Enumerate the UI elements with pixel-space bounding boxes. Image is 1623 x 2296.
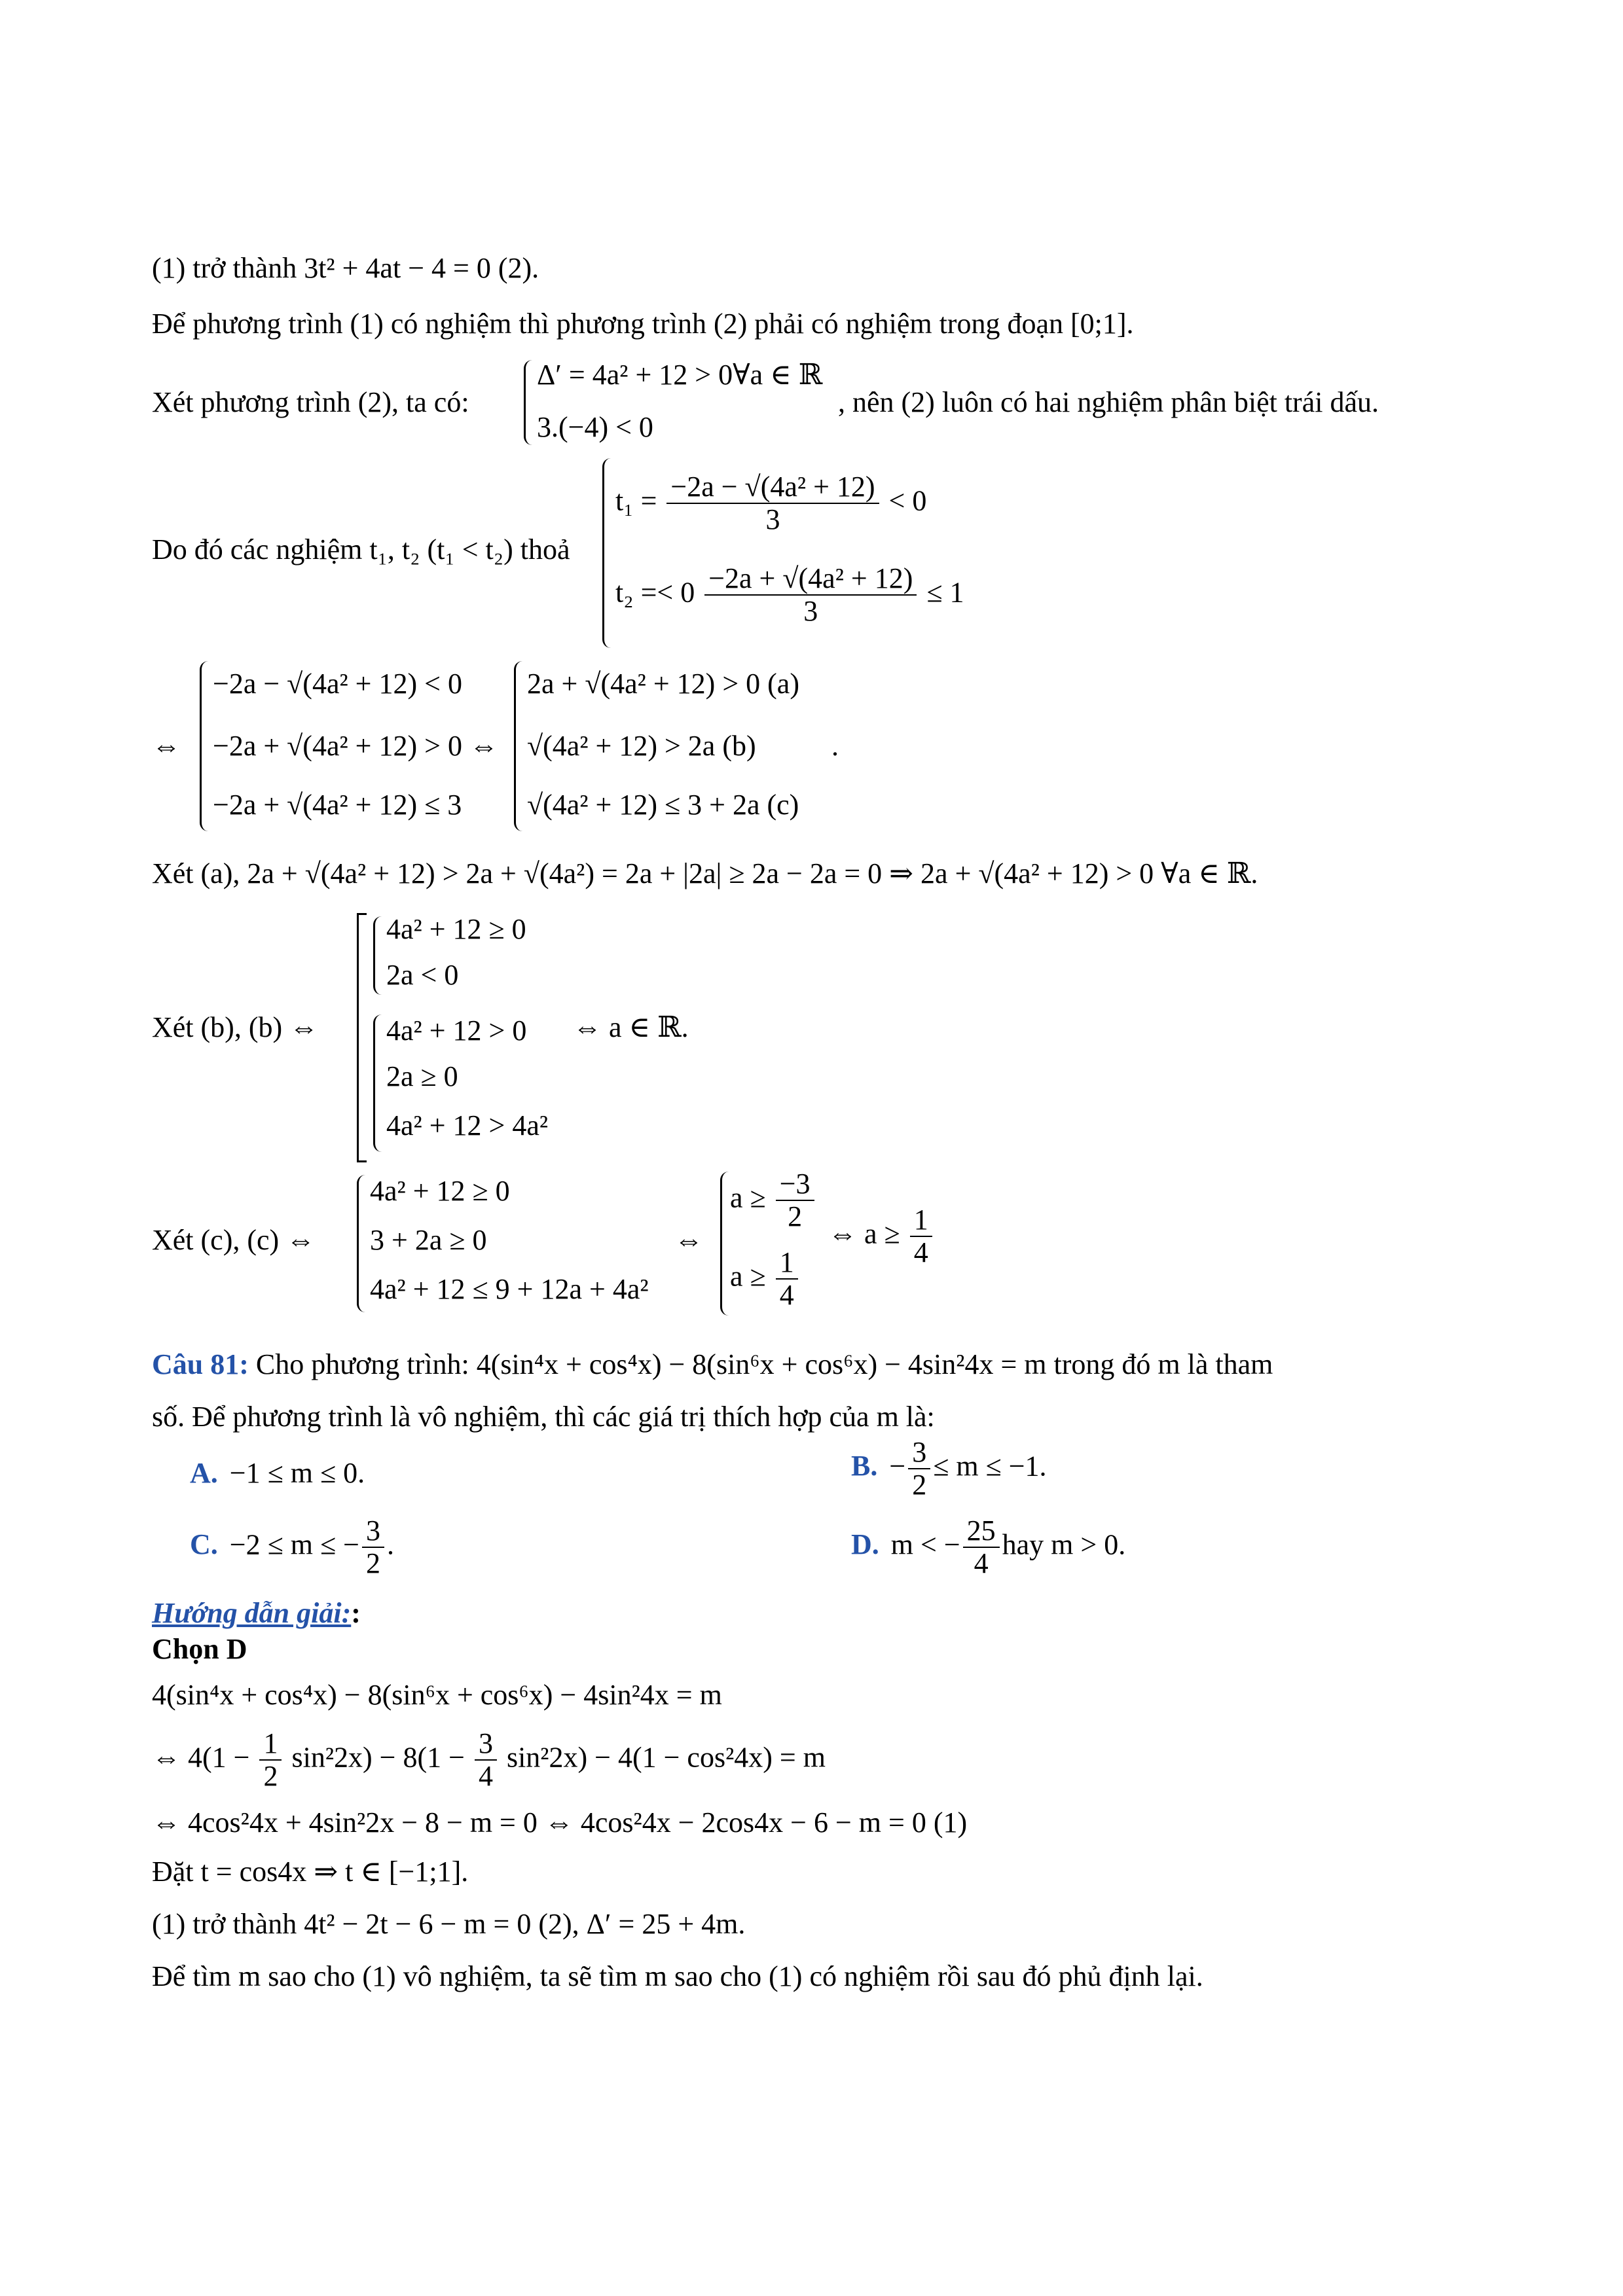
fraction	[963, 1515, 1000, 1580]
system-row: −2a + √(4a² + 12) > 0 ⇔	[213, 730, 498, 762]
inequality: < 0	[888, 484, 927, 517]
system-row	[615, 563, 964, 628]
denominator: 3	[765, 503, 780, 536]
line-consider-c: Xét (c), (c) ⇔	[152, 1224, 316, 1256]
solution-step: Để tìm m sao cho (1) vô nghiệm, ta sẽ tìm m sao cho (1) có nghiệm rồi sau đó phủ định lại.	[152, 1960, 1203, 1992]
question-number: Câu 81:	[152, 1348, 249, 1380]
equivalence-sign: ⇔	[674, 1224, 703, 1256]
numerator: −2a − √(4a² + 12)	[666, 471, 879, 504]
union-bracket	[357, 913, 367, 1162]
fraction	[666, 471, 879, 536]
ineq-left: ⇔ a ≥	[828, 1217, 900, 1250]
root-label: t₁ =	[615, 484, 657, 517]
line-conclusion: , nên (2) luôn có hai nghiệm phân biệt trái dấu.	[838, 386, 1379, 418]
option-label: A.	[190, 1457, 218, 1489]
colon: :	[351, 1597, 361, 1629]
system-row: 4a² + 12 ≥ 0	[386, 913, 526, 945]
numerator: 1	[776, 1247, 798, 1280]
system-row: Δ′ = 4a² + 12 > 0∀a ∈ ℝ	[537, 359, 823, 391]
question-text: Cho phương trình: 4(sin⁴x + cos⁴x) − 8(sin⁶x + cos⁶x) − 4sin²4x = m trong đó m là tham	[248, 1348, 1273, 1380]
fraction	[776, 1168, 814, 1233]
system-row: 2a < 0	[386, 959, 459, 991]
line-consider-a: Xét (a), 2a + √(4a² + 12) > 2a + √(4a²) = 2a + |2a| ≥ 2a − 2a = 0 ⇒ 2a + √(4a² + 12) > 0 ∀a ∈ ℝ.	[152, 857, 1258, 889]
option-a[interactable]	[190, 1456, 365, 1490]
option-d[interactable]	[851, 1515, 1125, 1580]
fraction	[908, 1437, 930, 1501]
answer-choice: Chọn D	[152, 1633, 247, 1665]
solution-step	[152, 1728, 826, 1793]
solution-step: Đặt t = cos4x ⇒ t ∈ [−1;1].	[152, 1856, 469, 1888]
step-part: ⇔ 4(1 −	[152, 1741, 250, 1774]
option-text: hay m > 0.	[1002, 1528, 1126, 1561]
denominator: 2	[365, 1547, 380, 1580]
denominator: 4	[974, 1547, 989, 1580]
numerator: −3	[776, 1168, 814, 1201]
system-brace	[720, 1172, 729, 1316]
system-brace	[357, 1175, 365, 1312]
denominator: 2	[263, 1760, 278, 1793]
numerator: 1	[910, 1204, 932, 1237]
system-brace	[200, 661, 208, 831]
system-brace	[373, 916, 382, 995]
final-result	[828, 1204, 935, 1269]
option-text: −	[889, 1450, 906, 1482]
question-line	[152, 1348, 1273, 1382]
numerator: −2a + √(4a² + 12)	[704, 563, 917, 596]
period: .	[831, 730, 839, 762]
solution-heading	[152, 1597, 361, 1630]
line-consider-b: Xét (b), (b) ⇔	[152, 1011, 319, 1043]
system-row: −2a − √(4a² + 12) < 0	[213, 668, 462, 700]
line-transform-eq: (1) trở thành 3t² + 4at − 4 = 0 (2).	[152, 252, 539, 284]
fraction	[259, 1728, 282, 1793]
fraction	[776, 1247, 798, 1312]
numerator: 25	[963, 1515, 1000, 1548]
numerator: 3	[475, 1728, 497, 1761]
option-b[interactable]	[851, 1437, 1047, 1501]
numerator: 3	[908, 1437, 930, 1469]
system-row: 4a² + 12 ≥ 0	[370, 1175, 510, 1207]
fraction	[362, 1515, 384, 1580]
numerator: 3	[362, 1515, 384, 1548]
system-row	[615, 471, 926, 536]
fraction	[704, 563, 917, 628]
fraction	[910, 1204, 932, 1269]
system-row	[730, 1247, 801, 1312]
denominator: 3	[803, 595, 818, 628]
denominator: 4	[913, 1236, 928, 1269]
option-label: D.	[851, 1528, 879, 1561]
system-row: 3 + 2a ≥ 0	[370, 1224, 487, 1256]
option-text: −2 ≤ m ≤ −	[229, 1528, 359, 1561]
ineq-left: a ≥	[730, 1181, 766, 1214]
denominator: 4	[779, 1279, 794, 1312]
fraction	[475, 1728, 497, 1793]
line-consider-eq2: Xét phương trình (2), ta có:	[152, 386, 469, 418]
option-c[interactable]	[190, 1515, 394, 1580]
option-text: ≤ m ≤ −1.	[933, 1450, 1047, 1482]
system-row: 2a + √(4a² + 12) > 0 (a)	[527, 668, 799, 700]
option-text: m < −	[890, 1528, 960, 1561]
question-line-2: số. Để phương trình là vô nghiệm, thì các giá trị thích hợp của m là:	[152, 1401, 935, 1433]
equivalence-sign: ⇔	[152, 730, 181, 762]
denominator: 2	[788, 1200, 803, 1233]
system-row: 3.(−4) < 0	[537, 411, 653, 443]
system-brace	[602, 458, 611, 648]
system-row: 4a² + 12 > 0	[386, 1014, 527, 1047]
option-text: .	[386, 1528, 394, 1561]
line-roots: Do đó các nghiệm t₁, t₂ (t₁ < t₂) thoả	[152, 533, 570, 565]
system-row: √(4a² + 12) > 2a (b)	[527, 730, 756, 762]
numerator: 1	[259, 1728, 282, 1761]
root-label: t₂ =< 0	[615, 576, 695, 609]
system-row: −2a + √(4a² + 12) ≤ 3	[213, 789, 462, 821]
inequality: ≤ 1	[926, 576, 964, 609]
system-row: 4a² + 12 > 4a²	[386, 1109, 549, 1141]
solution-step: ⇔ 4cos²4x + 4sin²2x − 8 − m = 0 ⇔ 4cos²4x − 2cos4x − 6 − m = 0 (1)	[152, 1806, 968, 1839]
option-text: −1 ≤ m ≤ 0.	[229, 1457, 365, 1489]
option-label: C.	[190, 1528, 218, 1561]
ineq-left: a ≥	[730, 1260, 766, 1293]
denominator: 2	[912, 1469, 927, 1501]
step-part: sin²2x) − 8(1 −	[291, 1741, 465, 1774]
option-label: B.	[851, 1450, 878, 1482]
system-row: 4a² + 12 ≤ 9 + 12a + 4a²	[370, 1273, 649, 1305]
denominator: 4	[478, 1760, 493, 1793]
solution-label: Hướng dẫn giải:	[152, 1597, 352, 1629]
result: ⇔ a ∈ ℝ.	[573, 1011, 689, 1043]
line-condition: Để phương trình (1) có nghiệm thì phương trình (2) phải có nghiệm trong đoạn [0;1].	[152, 308, 1134, 340]
system-row: 2a ≥ 0	[386, 1060, 458, 1092]
step-part: sin²2x) − 4(1 − cos²4x) = m	[506, 1741, 826, 1774]
system-brace	[373, 1014, 382, 1152]
system-brace	[514, 661, 522, 831]
system-brace	[524, 360, 532, 445]
solution-step: 4(sin⁴x + cos⁴x) − 8(sin⁶x + cos⁶x) − 4sin²4x = m	[152, 1679, 722, 1711]
system-row: √(4a² + 12) ≤ 3 + 2a (c)	[527, 789, 799, 821]
system-row	[730, 1168, 817, 1233]
solution-step: (1) trở thành 4t² − 2t − 6 − m = 0 (2), Δ′ = 25 + 4m.	[152, 1908, 746, 1940]
